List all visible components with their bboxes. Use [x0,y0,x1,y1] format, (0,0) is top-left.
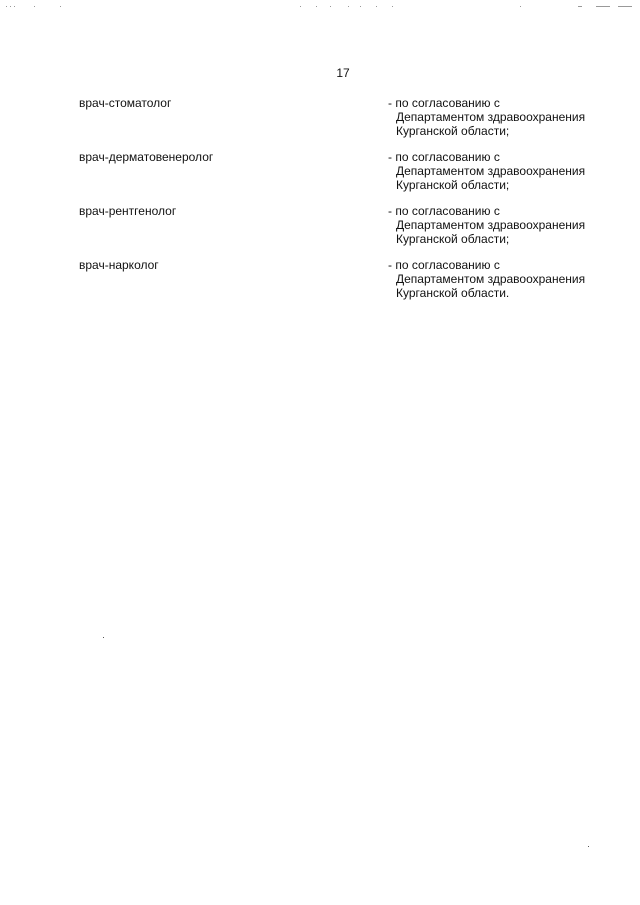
approval-line: - по согласованию с [388,150,500,164]
approval-line: Курганской области. [396,286,510,300]
list-item [0,258,640,312]
approval-line: Курганской области; [396,124,510,138]
scan-speck [588,846,589,847]
approval-line: - по согласованию с [388,204,500,218]
scan-edge-marks [0,6,640,8]
approval-note [388,150,628,192]
approval-line: Департаментом здравоохранения [396,272,586,286]
position-name: врач-стоматолог [79,96,172,110]
positions-list [0,96,640,312]
approval-note [388,96,628,138]
position-name: врач-дерматовенеролог [79,150,214,164]
approval-line: - по согласованию с [388,96,500,110]
approval-line: Департаментом здравоохранения [396,110,586,124]
list-item [0,204,640,258]
approval-note [388,204,628,246]
approval-line: Курганской области; [396,232,510,246]
approval-note [388,258,628,300]
list-item [0,96,640,150]
approval-line: - по согласованию с [388,258,500,272]
approval-line: Департаментом здравоохранения [396,164,586,178]
position-name: врач-нарколог [79,258,159,272]
position-name: врач-рентгенолог [79,204,177,218]
approval-line: Курганской области; [396,178,510,192]
list-item [0,150,640,204]
scan-speck [103,637,104,638]
page-number: 17 [336,66,350,80]
approval-line: Департаментом здравоохранения [396,218,586,232]
